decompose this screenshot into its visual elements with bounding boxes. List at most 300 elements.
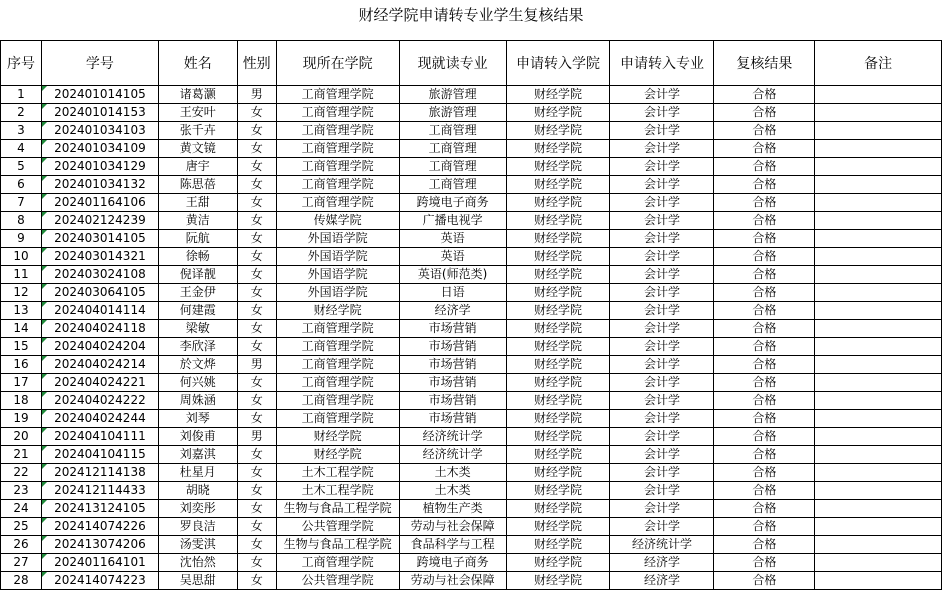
cell-current-college[interactable]: 工商管理学院 — [276, 356, 399, 374]
cell-student-id[interactable]: 202403024108 — [41, 266, 158, 284]
cell-name[interactable]: 倪译靓 — [158, 266, 237, 284]
cell-current-college[interactable]: 外国语学院 — [276, 266, 399, 284]
cell-target-college[interactable]: 财经学院 — [506, 374, 610, 392]
cell-current-major[interactable]: 经济统计学 — [399, 446, 506, 464]
cell-name[interactable]: 诸葛灏 — [158, 86, 237, 104]
cell-remarks[interactable] — [815, 158, 942, 176]
cell-current-college[interactable]: 工商管理学院 — [276, 194, 399, 212]
cell-target-major[interactable]: 会计学 — [610, 194, 714, 212]
cell-current-college[interactable]: 外国语学院 — [276, 248, 399, 266]
cell-result[interactable]: 合格 — [714, 212, 815, 230]
cell-current-college[interactable]: 工商管理学院 — [276, 338, 399, 356]
cell-index[interactable]: 3 — [1, 122, 42, 140]
cell-target-major[interactable]: 经济学 — [610, 572, 714, 590]
cell-name[interactable]: 沈怡然 — [158, 554, 237, 572]
cell-result[interactable]: 合格 — [714, 482, 815, 500]
cell-index[interactable]: 25 — [1, 518, 42, 536]
cell-current-college[interactable]: 工商管理学院 — [276, 122, 399, 140]
cell-remarks[interactable] — [815, 500, 942, 518]
cell-student-id[interactable]: 202401164106 — [41, 194, 158, 212]
cell-name[interactable]: 李欣泽 — [158, 338, 237, 356]
table-row — [1, 446, 942, 464]
cell-target-major[interactable]: 会计学 — [610, 320, 714, 338]
cell-student-id[interactable]: 202404024204 — [41, 338, 158, 356]
cell-target-college[interactable]: 财经学院 — [506, 158, 610, 176]
cell-target-major[interactable]: 会计学 — [610, 464, 714, 482]
cell-index[interactable]: 23 — [1, 482, 42, 500]
cell-result[interactable]: 合格 — [714, 464, 815, 482]
cell-target-major[interactable]: 会计学 — [610, 248, 714, 266]
cell-student-id[interactable]: 202414074223 — [41, 572, 158, 590]
cell-target-major[interactable]: 会计学 — [610, 500, 714, 518]
cell-target-college[interactable]: 财经学院 — [506, 302, 610, 320]
cell-current-college[interactable]: 工商管理学院 — [276, 140, 399, 158]
cell-gender[interactable]: 女 — [237, 176, 276, 194]
cell-name[interactable]: 徐畅 — [158, 248, 237, 266]
cell-gender[interactable]: 男 — [237, 86, 276, 104]
cell-name[interactable]: 刘奕彤 — [158, 500, 237, 518]
cell-index[interactable]: 7 — [1, 194, 42, 212]
table-row — [1, 248, 942, 266]
cell-target-major[interactable]: 会计学 — [610, 176, 714, 194]
cell-index[interactable]: 24 — [1, 500, 42, 518]
cell-current-college[interactable]: 工商管理学院 — [276, 392, 399, 410]
cell-gender[interactable]: 女 — [237, 482, 276, 500]
table-row — [1, 392, 942, 410]
cell-current-college[interactable]: 外国语学院 — [276, 284, 399, 302]
cell-current-college[interactable]: 土木工程学院 — [276, 464, 399, 482]
cell-target-major[interactable]: 会计学 — [610, 338, 714, 356]
cell-target-college[interactable]: 财经学院 — [506, 176, 610, 194]
cell-remarks[interactable] — [815, 572, 942, 590]
cell-target-college[interactable]: 财经学院 — [506, 212, 610, 230]
cell-remarks[interactable] — [815, 518, 942, 536]
cell-result[interactable]: 合格 — [714, 536, 815, 554]
column-header-result[interactable]: 复核结果 — [714, 41, 815, 86]
cell-student-id[interactable]: 202404024118 — [41, 320, 158, 338]
cell-target-major[interactable]: 会计学 — [610, 212, 714, 230]
cell-index[interactable]: 18 — [1, 392, 42, 410]
cell-remarks[interactable] — [815, 482, 942, 500]
cell-target-college[interactable]: 财经学院 — [506, 320, 610, 338]
cell-target-major[interactable]: 会计学 — [610, 140, 714, 158]
cell-remarks[interactable] — [815, 374, 942, 392]
cell-target-college[interactable]: 财经学院 — [506, 428, 610, 446]
cell-target-major[interactable]: 会计学 — [610, 158, 714, 176]
cell-student-id[interactable]: 202404024222 — [41, 392, 158, 410]
cell-current-college[interactable]: 工商管理学院 — [276, 554, 399, 572]
cell-remarks[interactable] — [815, 86, 942, 104]
cell-gender[interactable]: 女 — [237, 158, 276, 176]
cell-target-college[interactable]: 财经学院 — [506, 266, 610, 284]
cell-index[interactable]: 20 — [1, 428, 42, 446]
cell-remarks[interactable] — [815, 356, 942, 374]
column-header-current-college[interactable]: 现所在学院 — [276, 41, 399, 86]
table-row — [1, 338, 942, 356]
cell-current-major[interactable]: 旅游管理 — [399, 104, 506, 122]
cell-student-id[interactable]: 202403064105 — [41, 284, 158, 302]
cell-student-id[interactable]: 202404024244 — [41, 410, 158, 428]
cell-current-major[interactable]: 日语 — [399, 284, 506, 302]
cell-result[interactable]: 合格 — [714, 518, 815, 536]
cell-remarks[interactable] — [815, 428, 942, 446]
cell-target-major[interactable]: 会计学 — [610, 302, 714, 320]
cell-gender[interactable]: 女 — [237, 104, 276, 122]
cell-gender[interactable]: 女 — [237, 194, 276, 212]
cell-current-major[interactable]: 经济学 — [399, 302, 506, 320]
cell-target-college[interactable]: 财经学院 — [506, 86, 610, 104]
column-header-target-major[interactable]: 申请转入专业 — [610, 41, 714, 86]
cell-target-major[interactable]: 会计学 — [610, 230, 714, 248]
cell-result[interactable]: 合格 — [714, 572, 815, 590]
cell-gender[interactable]: 女 — [237, 500, 276, 518]
cell-remarks[interactable] — [815, 266, 942, 284]
cell-gender[interactable]: 男 — [237, 428, 276, 446]
cell-current-major[interactable]: 劳动与社会保障 — [399, 518, 506, 536]
table-row — [1, 194, 942, 212]
cell-student-id[interactable]: 202404014114 — [41, 302, 158, 320]
cell-name[interactable]: 王甜 — [158, 194, 237, 212]
cell-index[interactable]: 13 — [1, 302, 42, 320]
cell-index[interactable]: 16 — [1, 356, 42, 374]
cell-gender[interactable]: 女 — [237, 212, 276, 230]
cell-name[interactable]: 唐宇 — [158, 158, 237, 176]
cell-target-major[interactable]: 会计学 — [610, 428, 714, 446]
cell-name[interactable]: 罗良洁 — [158, 518, 237, 536]
cell-target-college[interactable]: 财经学院 — [506, 338, 610, 356]
cell-target-major[interactable]: 会计学 — [610, 266, 714, 284]
cell-target-college[interactable]: 财经学院 — [506, 572, 610, 590]
cell-current-major[interactable]: 广播电视学 — [399, 212, 506, 230]
cell-target-major[interactable]: 会计学 — [610, 518, 714, 536]
cell-remarks[interactable] — [815, 302, 942, 320]
cell-gender[interactable]: 女 — [237, 302, 276, 320]
cell-gender[interactable]: 女 — [237, 536, 276, 554]
cell-name[interactable]: 汤雯淇 — [158, 536, 237, 554]
cell-current-major[interactable]: 市场营销 — [399, 410, 506, 428]
cell-index[interactable]: 10 — [1, 248, 42, 266]
cell-result[interactable]: 合格 — [714, 194, 815, 212]
cell-gender[interactable]: 女 — [237, 410, 276, 428]
cell-target-college[interactable]: 财经学院 — [506, 140, 610, 158]
cell-student-id[interactable]: 202413074206 — [41, 536, 158, 554]
cell-index[interactable]: 2 — [1, 104, 42, 122]
cell-target-college[interactable]: 财经学院 — [506, 194, 610, 212]
table-row — [1, 428, 942, 446]
cell-gender[interactable]: 女 — [237, 140, 276, 158]
cell-current-major[interactable]: 市场营销 — [399, 374, 506, 392]
cell-target-college[interactable]: 财经学院 — [506, 464, 610, 482]
cell-gender[interactable]: 女 — [237, 554, 276, 572]
column-header-remarks[interactable]: 备注 — [815, 41, 942, 86]
cell-result[interactable]: 合格 — [714, 356, 815, 374]
cell-target-college[interactable]: 财经学院 — [506, 518, 610, 536]
cell-index[interactable]: 6 — [1, 176, 42, 194]
cell-target-major[interactable]: 会计学 — [610, 86, 714, 104]
cell-current-college[interactable]: 财经学院 — [276, 428, 399, 446]
cell-name[interactable]: 梁敏 — [158, 320, 237, 338]
cell-gender[interactable]: 女 — [237, 338, 276, 356]
table-row — [1, 230, 942, 248]
cell-target-major[interactable]: 经济统计学 — [610, 536, 714, 554]
cell-name[interactable]: 黄文镜 — [158, 140, 237, 158]
cell-result[interactable]: 合格 — [714, 122, 815, 140]
cell-name[interactable]: 陈思蓓 — [158, 176, 237, 194]
cell-remarks[interactable] — [815, 320, 942, 338]
cell-result[interactable]: 合格 — [714, 248, 815, 266]
cell-result[interactable]: 合格 — [714, 266, 815, 284]
cell-current-major[interactable]: 经济统计学 — [399, 428, 506, 446]
cell-name[interactable]: 王金伊 — [158, 284, 237, 302]
cell-gender[interactable]: 女 — [237, 518, 276, 536]
cell-current-major[interactable]: 植物生产类 — [399, 500, 506, 518]
cell-gender[interactable]: 女 — [237, 464, 276, 482]
cell-name[interactable]: 於文烨 — [158, 356, 237, 374]
cell-index[interactable]: 17 — [1, 374, 42, 392]
cell-name[interactable]: 张千卉 — [158, 122, 237, 140]
column-header-current-major[interactable]: 现就读专业 — [399, 41, 506, 86]
column-header-student-id[interactable]: 学号 — [41, 41, 158, 86]
cell-student-id[interactable]: 202403014105 — [41, 230, 158, 248]
cell-target-major[interactable]: 会计学 — [610, 410, 714, 428]
cell-target-college[interactable]: 财经学院 — [506, 104, 610, 122]
cell-current-college[interactable]: 财经学院 — [276, 446, 399, 464]
cell-current-major[interactable]: 土木类 — [399, 482, 506, 500]
cell-current-college[interactable]: 公共管理学院 — [276, 518, 399, 536]
cell-result[interactable]: 合格 — [714, 104, 815, 122]
cell-current-major[interactable]: 跨境电子商务 — [399, 194, 506, 212]
cell-result[interactable]: 合格 — [714, 284, 815, 302]
cell-student-id[interactable]: 202404104115 — [41, 446, 158, 464]
cell-student-id[interactable]: 202404024214 — [41, 356, 158, 374]
cell-current-college[interactable]: 土木工程学院 — [276, 482, 399, 500]
cell-name[interactable]: 阮航 — [158, 230, 237, 248]
cell-student-id[interactable]: 202404024221 — [41, 374, 158, 392]
cell-result[interactable]: 合格 — [714, 140, 815, 158]
cell-student-id[interactable]: 202412114138 — [41, 464, 158, 482]
cell-student-id[interactable]: 202414074226 — [41, 518, 158, 536]
cell-name[interactable]: 王安叶 — [158, 104, 237, 122]
cell-remarks[interactable] — [815, 212, 942, 230]
cell-result[interactable]: 合格 — [714, 374, 815, 392]
cell-current-college[interactable]: 财经学院 — [276, 302, 399, 320]
cell-student-id[interactable]: 202401034109 — [41, 140, 158, 158]
cell-index[interactable]: 15 — [1, 338, 42, 356]
cell-current-college[interactable]: 工商管理学院 — [276, 374, 399, 392]
cell-gender[interactable]: 女 — [237, 266, 276, 284]
cell-result[interactable]: 合格 — [714, 320, 815, 338]
cell-gender[interactable]: 女 — [237, 374, 276, 392]
cell-result[interactable]: 合格 — [714, 410, 815, 428]
cell-current-major[interactable]: 市场营销 — [399, 338, 506, 356]
cell-current-college[interactable]: 工商管理学院 — [276, 86, 399, 104]
cell-index[interactable]: 14 — [1, 320, 42, 338]
cell-target-major[interactable]: 会计学 — [610, 482, 714, 500]
cell-remarks[interactable] — [815, 176, 942, 194]
cell-name[interactable]: 吴思甜 — [158, 572, 237, 590]
cell-target-major[interactable]: 会计学 — [610, 374, 714, 392]
cell-target-college[interactable]: 财经学院 — [506, 122, 610, 140]
cell-result[interactable]: 合格 — [714, 500, 815, 518]
cell-remarks[interactable] — [815, 284, 942, 302]
cell-student-id[interactable]: 202401034132 — [41, 176, 158, 194]
cell-target-college[interactable]: 财经学院 — [506, 410, 610, 428]
cell-remarks[interactable] — [815, 464, 942, 482]
cell-target-college[interactable]: 财经学院 — [506, 482, 610, 500]
cell-index[interactable]: 28 — [1, 572, 42, 590]
cell-current-college[interactable]: 工商管理学院 — [276, 158, 399, 176]
cell-current-college[interactable]: 外国语学院 — [276, 230, 399, 248]
cell-current-major[interactable]: 食品科学与工程 — [399, 536, 506, 554]
cell-name[interactable]: 黄洁 — [158, 212, 237, 230]
cell-gender[interactable]: 女 — [237, 392, 276, 410]
column-header-name[interactable]: 姓名 — [158, 41, 237, 86]
cell-index[interactable]: 19 — [1, 410, 42, 428]
cell-target-major[interactable]: 会计学 — [610, 446, 714, 464]
cell-gender[interactable]: 女 — [237, 248, 276, 266]
cell-gender[interactable]: 女 — [237, 320, 276, 338]
cell-remarks[interactable] — [815, 230, 942, 248]
cell-index[interactable]: 21 — [1, 446, 42, 464]
cell-result[interactable]: 合格 — [714, 428, 815, 446]
cell-target-college[interactable]: 财经学院 — [506, 500, 610, 518]
cell-index[interactable]: 1 — [1, 86, 42, 104]
cell-current-major[interactable]: 工商管理 — [399, 176, 506, 194]
cell-student-id[interactable]: 202401034103 — [41, 122, 158, 140]
cell-target-college[interactable]: 财经学院 — [506, 284, 610, 302]
cell-target-college[interactable]: 财经学院 — [506, 446, 610, 464]
cell-remarks[interactable] — [815, 410, 942, 428]
cell-target-college[interactable]: 财经学院 — [506, 248, 610, 266]
cell-current-major[interactable]: 工商管理 — [399, 158, 506, 176]
cell-name[interactable]: 何建霞 — [158, 302, 237, 320]
cell-student-id[interactable]: 202404104111 — [41, 428, 158, 446]
cell-student-id[interactable]: 202403014321 — [41, 248, 158, 266]
cell-index[interactable]: 27 — [1, 554, 42, 572]
cell-target-major[interactable]: 会计学 — [610, 104, 714, 122]
cell-name[interactable]: 胡晓 — [158, 482, 237, 500]
cell-remarks[interactable] — [815, 140, 942, 158]
cell-student-id[interactable]: 202401164101 — [41, 554, 158, 572]
cell-current-major[interactable]: 劳动与社会保障 — [399, 572, 506, 590]
cell-student-id[interactable]: 202401034129 — [41, 158, 158, 176]
cell-current-major[interactable]: 英语(师范类) — [399, 266, 506, 284]
cell-gender[interactable]: 女 — [237, 446, 276, 464]
cell-student-id[interactable]: 202413124105 — [41, 500, 158, 518]
cell-remarks[interactable] — [815, 248, 942, 266]
cell-gender[interactable]: 男 — [237, 356, 276, 374]
cell-result[interactable]: 合格 — [714, 230, 815, 248]
cell-target-major[interactable]: 会计学 — [610, 392, 714, 410]
cell-target-college[interactable]: 财经学院 — [506, 392, 610, 410]
cell-index[interactable]: 12 — [1, 284, 42, 302]
cell-name[interactable]: 刘俊甫 — [158, 428, 237, 446]
column-header-index[interactable]: 序号 — [1, 41, 42, 86]
table-row — [1, 284, 942, 302]
cell-current-college[interactable]: 工商管理学院 — [276, 104, 399, 122]
cell-result[interactable]: 合格 — [714, 176, 815, 194]
cell-name[interactable]: 刘琴 — [158, 410, 237, 428]
cell-current-college[interactable]: 公共管理学院 — [276, 572, 399, 590]
cell-remarks[interactable] — [815, 446, 942, 464]
cell-current-college[interactable]: 工商管理学院 — [276, 410, 399, 428]
cell-gender[interactable]: 女 — [237, 572, 276, 590]
cell-index[interactable]: 22 — [1, 464, 42, 482]
cell-index[interactable]: 26 — [1, 536, 42, 554]
cell-index[interactable]: 5 — [1, 158, 42, 176]
cell-result[interactable]: 合格 — [714, 302, 815, 320]
cell-index[interactable]: 11 — [1, 266, 42, 284]
cell-remarks[interactable] — [815, 122, 942, 140]
cell-result[interactable]: 合格 — [714, 158, 815, 176]
cell-current-college[interactable]: 工商管理学院 — [276, 320, 399, 338]
cell-name[interactable]: 周姝涵 — [158, 392, 237, 410]
cell-current-major[interactable]: 工商管理 — [399, 122, 506, 140]
cell-gender[interactable]: 女 — [237, 122, 276, 140]
cell-target-college[interactable]: 财经学院 — [506, 356, 610, 374]
cell-student-id[interactable]: 202401014153 — [41, 104, 158, 122]
cell-remarks[interactable] — [815, 536, 942, 554]
cell-current-college[interactable]: 生物与食品工程学院 — [276, 500, 399, 518]
cell-current-major[interactable]: 英语 — [399, 248, 506, 266]
cell-student-id[interactable]: 202412114433 — [41, 482, 158, 500]
cell-current-major[interactable]: 跨境电子商务 — [399, 554, 506, 572]
cell-target-major[interactable]: 会计学 — [610, 122, 714, 140]
cell-current-major[interactable]: 旅游管理 — [399, 86, 506, 104]
cell-student-id[interactable]: 202402124239 — [41, 212, 158, 230]
cell-current-college[interactable]: 生物与食品工程学院 — [276, 536, 399, 554]
cell-current-major[interactable]: 市场营销 — [399, 320, 506, 338]
table-row — [1, 104, 942, 122]
cell-target-major[interactable]: 会计学 — [610, 284, 714, 302]
cell-current-major[interactable]: 土木类 — [399, 464, 506, 482]
cell-target-college[interactable]: 财经学院 — [506, 536, 610, 554]
cell-result[interactable]: 合格 — [714, 392, 815, 410]
cell-remarks[interactable] — [815, 194, 942, 212]
cell-current-major[interactable]: 工商管理 — [399, 140, 506, 158]
cell-result[interactable]: 合格 — [714, 554, 815, 572]
column-header-target-college[interactable]: 申请转入学院 — [506, 41, 610, 86]
cell-current-major[interactable]: 英语 — [399, 230, 506, 248]
cell-student-id[interactable]: 202401014105 — [41, 86, 158, 104]
cell-remarks[interactable] — [815, 104, 942, 122]
cell-current-college[interactable]: 工商管理学院 — [276, 176, 399, 194]
cell-result[interactable]: 合格 — [714, 338, 815, 356]
cell-remarks[interactable] — [815, 554, 942, 572]
cell-name[interactable]: 何兴姚 — [158, 374, 237, 392]
cell-remarks[interactable] — [815, 392, 942, 410]
cell-name[interactable]: 刘嘉淇 — [158, 446, 237, 464]
cell-result[interactable]: 合格 — [714, 446, 815, 464]
cell-index[interactable]: 9 — [1, 230, 42, 248]
cell-target-college[interactable]: 财经学院 — [506, 230, 610, 248]
cell-target-major[interactable]: 会计学 — [610, 356, 714, 374]
cell-current-college[interactable]: 传媒学院 — [276, 212, 399, 230]
cell-current-major[interactable]: 市场营销 — [399, 356, 506, 374]
cell-name[interactable]: 杜星月 — [158, 464, 237, 482]
cell-target-college[interactable]: 财经学院 — [506, 554, 610, 572]
column-header-gender[interactable]: 性别 — [237, 41, 276, 86]
cell-remarks[interactable] — [815, 338, 942, 356]
sheet-title: 财经学院申请转专业学生复核结果 — [358, 6, 584, 24]
cell-target-major[interactable]: 经济学 — [610, 554, 714, 572]
cell-result[interactable]: 合格 — [714, 86, 815, 104]
cell-index[interactable]: 8 — [1, 212, 42, 230]
cell-current-major[interactable]: 市场营销 — [399, 392, 506, 410]
cell-gender[interactable]: 女 — [237, 284, 276, 302]
cell-index[interactable]: 4 — [1, 140, 42, 158]
cell-gender[interactable]: 女 — [237, 230, 276, 248]
